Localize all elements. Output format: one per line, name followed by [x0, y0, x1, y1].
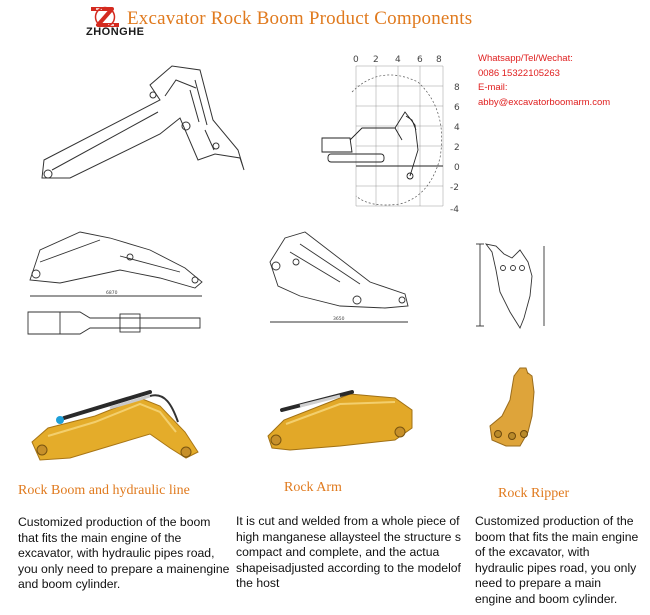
grid-top-tick: 0: [353, 55, 359, 65]
grid-right-tick: 4: [454, 123, 460, 133]
contact-email: abby@excavatorboomarm.com: [478, 96, 611, 108]
grid-right-tick: 0: [454, 163, 460, 173]
product-description-arm: It is cut and welded from a whole piece of high manganese allaysteel the structure s compact and complete, and the actua shapeisadjusted according to the modelof the host: [236, 514, 461, 590]
arm-length-dimension: 3650: [333, 317, 345, 322]
contact-phone-label: Whatsapp/Tel/Wechat:: [478, 53, 573, 64]
contact-phone: 0086 15322105263: [478, 67, 560, 79]
page-title: Excavator Rock Boom Product Components: [127, 8, 473, 29]
grid-top-tick: 2: [373, 55, 379, 65]
grid-top-tick: 4: [395, 55, 401, 65]
brand-name: ZHONGHE: [86, 26, 145, 38]
grid-right-tick: -2: [450, 183, 459, 193]
grid-right-tick: 8: [454, 83, 460, 93]
grid-top-tick: 8: [436, 55, 442, 65]
contact-email-label: E-mail:: [478, 82, 508, 93]
product-title-boom: Rock Boom and hydraulic line: [18, 483, 190, 498]
product-description-boom: Customized production of the boom that fits the main engine of the excavator, with hydraulic pipes road, you only need to prepare a mainengine and boom cylinder.: [18, 515, 230, 591]
product-title-arm: Rock Arm: [284, 480, 342, 495]
grid-right-tick: -4: [450, 205, 459, 215]
grid-right-tick: 2: [454, 143, 460, 153]
boom-length-dimension: 6870: [106, 291, 118, 296]
product-description-ripper: Customized production of the boom that fits the main engine of the excavator, with hydraulic pipes road, you only need to prepare a main engine and boom cylinder.: [475, 514, 639, 606]
grid-right-tick: 6: [454, 103, 460, 113]
grid-top-tick: 6: [417, 55, 423, 65]
product-title-ripper: Rock Ripper: [498, 486, 570, 501]
